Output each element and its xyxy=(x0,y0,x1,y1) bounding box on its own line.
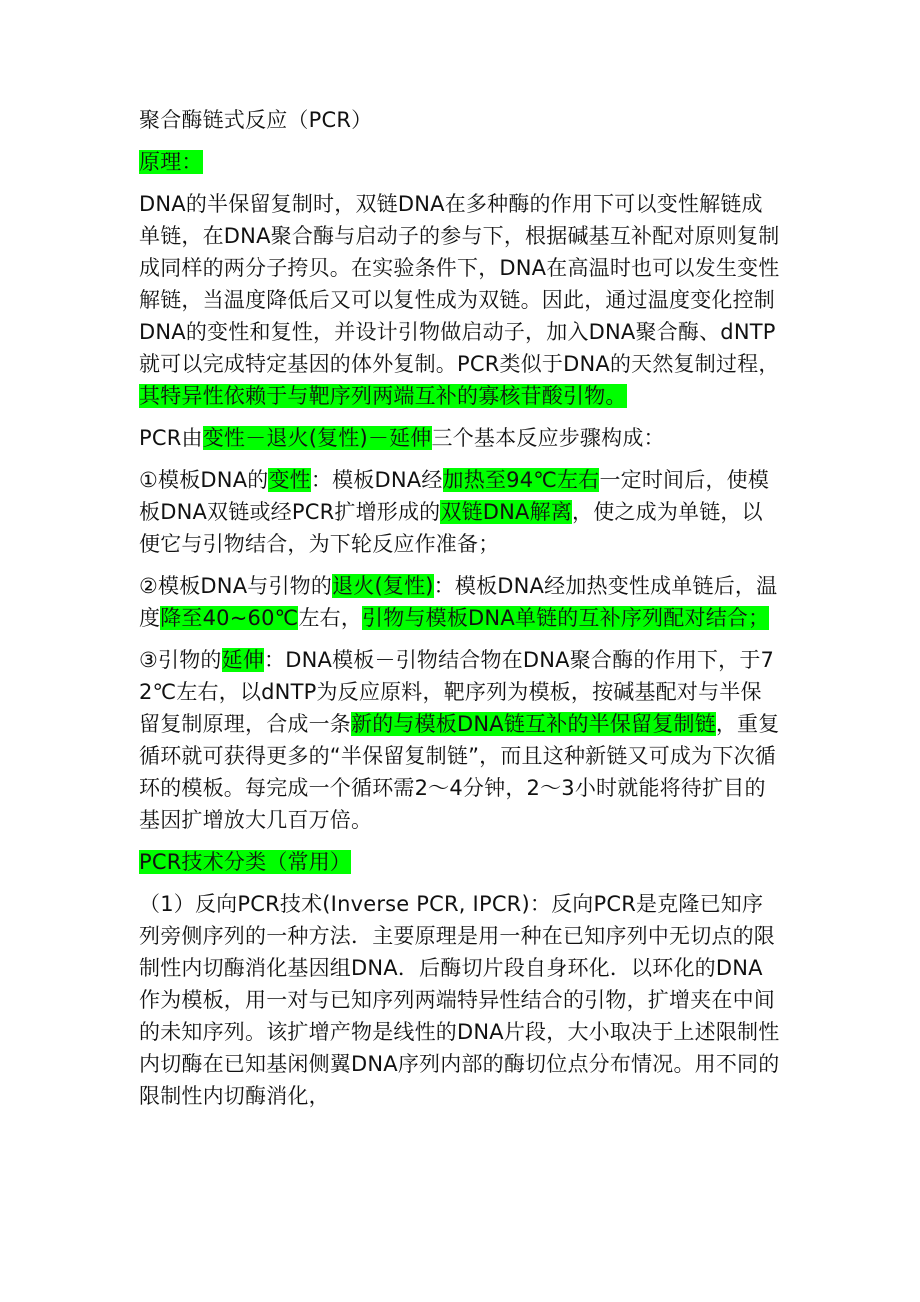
step2-paragraph xyxy=(139,570,780,634)
step2-highlight-temp: 降至40~60℃ xyxy=(160,606,299,630)
principle-heading xyxy=(139,146,780,178)
classification-heading-highlight: PCR技术分类（常用） xyxy=(139,850,352,874)
step1-text-a: ①模板DNA的 xyxy=(139,468,269,492)
steps-intro-text: PCR由 xyxy=(139,426,203,450)
steps-intro-paragraph xyxy=(139,422,780,454)
step1-highlight-dissociate: 双链DNA解离 xyxy=(440,500,573,524)
steps-intro-text-end: 三个基本反应步骤构成： xyxy=(431,426,665,450)
step2-highlight-anneal: 退火(复性) xyxy=(332,574,434,598)
step2-text-a: ②模板DNA与引物的 xyxy=(139,574,333,598)
step1-paragraph xyxy=(139,464,780,560)
steps-intro-highlight: 变性－退火(复性)－延伸 xyxy=(202,426,432,450)
classification-heading xyxy=(139,846,780,878)
principle-highlight: 其特异性依赖于与靶序列两端互补的寡核苷酸引物。 xyxy=(139,384,627,408)
step1-text-c: 一定时间后，使模板DNA双链或经PCR扩增形成的 xyxy=(139,468,770,524)
step3-highlight-extend: 延伸 xyxy=(221,648,265,672)
principle-text: DNA的半保留复制时，双链DNA在多种酶的作用下可以变性解链成单链，在DNA聚合酶与启动子的参与下，根据碱基互补配对原则复制成同样的两分子挎贝。在实验条件下，DNA在高温时也可以发生变性解链，当温度降低后又可以复性成为双链。因此，通过温度变化控制DNA的变性和复性，并设计引物做启动子，加入DNA聚合酶、dNTP就可以完成特定基因的体外复制。PCR类似于DNA的天然复制过程， xyxy=(139,192,780,376)
step2-text-b: ：模板DNA经加热变性成单链后，温度 xyxy=(139,574,778,630)
step1-highlight-heat: 加热至94℃左右 xyxy=(442,468,600,492)
step3-paragraph xyxy=(139,644,780,836)
step1-highlight-denature: 变性 xyxy=(268,468,311,492)
inverse-pcr-paragraph: （1）反向PCR技术(Inverse PCR, IPCR)：反向PCR是克隆已知序列旁侧序列的一种方法．主要原理是用一种在已知序列中无切点的限制性内切酶消化基因组DNA．后酶切片段自身环化．以环化的DNA作为模板，用一对与已知序列两端特异性结合的引物，扩增夹在中间的未知序列。该扩增产物是线性的DNA片段，大小取决于上述限制性内切酶在已知基闲侧翼DNA序列内部的酶切位点分布情况。用不同的限制性内切酶消化， xyxy=(139,892,780,1108)
principle-heading-highlight: 原理： xyxy=(139,150,203,174)
principle-paragraph xyxy=(139,188,780,412)
step2-highlight-pairing: 引物与模板DNA单链的互补序列配对结合； xyxy=(362,606,770,630)
step2-text-c: 左右， xyxy=(298,606,363,630)
step1-text-b: ：模板DNA经 xyxy=(310,468,443,492)
document-title: 聚合酶链式反应（PCR） xyxy=(139,108,373,132)
step3-text-c: ，重复循环就可获得更多的“半保留复制链”，而且这种新链又可成为下次循环的模板。每完成一个循环需2～4分钟，2～3小时就能将待扩目的基因扩增放大几百万倍。 xyxy=(139,712,780,832)
step3-text-a: ③引物的 xyxy=(139,648,222,672)
step3-text-b: ：DNA模板－引物结合物在DNA聚合酶的作用下，于72℃左右，以dNTP为反应原料，靶序列为模板，按碱基配对与半保留复制原理，合成一条 xyxy=(139,648,775,736)
document-body xyxy=(139,104,780,1122)
step1-text-d: ，使之成为单链，以便它与引物结合，为下轮反应作准备； xyxy=(139,500,763,556)
step3-highlight-newstrand: 新的与模板DNA链互补的半保留复制链 xyxy=(351,712,716,736)
